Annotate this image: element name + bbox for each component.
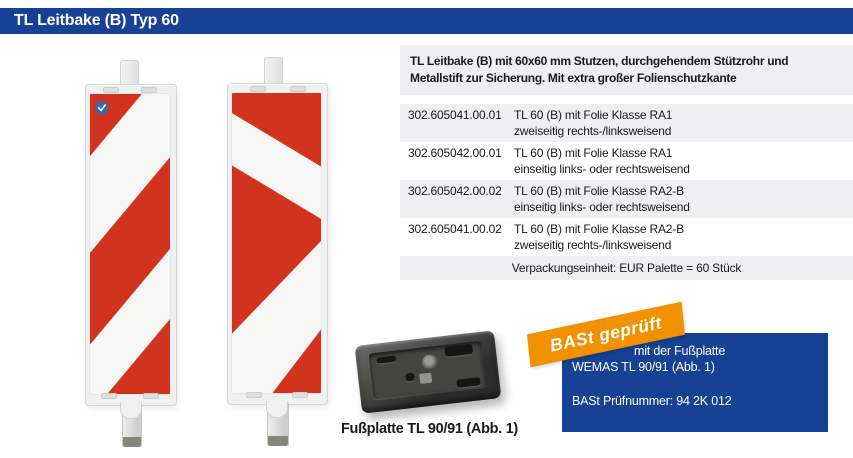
footplate-slot <box>376 356 397 364</box>
certification-badge-icon <box>95 101 108 115</box>
article-number: 302.605042.00.01 <box>408 146 502 160</box>
beacon-foil-right-pointing <box>232 93 321 393</box>
footplate-center-hole <box>421 354 439 371</box>
bast-line-1: mit der Fußplatte <box>634 344 726 358</box>
page-title: TL Leitbake (B) Typ 60 <box>14 12 179 29</box>
bast-line-2: WEMAS TL 90/91 (Abb. 1) <box>572 360 715 374</box>
page-title-bar <box>0 8 853 34</box>
frame-slot <box>250 86 266 92</box>
beacon-post-tip <box>123 437 141 447</box>
bast-ribbon-label: BASt geprüft <box>548 312 664 356</box>
product-description: TL Leitbake (B) mit 60x60 mm Stutzen, durchgehendem Stützrohr und Metallstift zur Sicherung. Mit extra großer Folienschutzkante <box>400 45 853 95</box>
article-variant: einseitig links- oder rechtsweisend <box>514 199 690 214</box>
frame-slot <box>246 392 262 398</box>
footplate-square-hole <box>405 373 415 382</box>
beacon-top-stub <box>120 60 139 87</box>
article-name: TL 60 (B) mit Folie Klasse RA2-B <box>514 222 684 236</box>
beacon-post-tip <box>268 436 288 446</box>
footplate-top-surface <box>369 341 486 399</box>
bast-approval-number: BASt Prüfnummer: 94 2K 012 <box>572 394 732 408</box>
product-row <box>400 218 853 256</box>
article-number: 302.605042.00.02 <box>408 184 502 198</box>
product-row <box>400 104 853 142</box>
product-row <box>400 180 853 218</box>
article-number: 302.605041.00.02 <box>408 222 502 236</box>
beacon-top-stub <box>264 57 283 85</box>
footplate-photo <box>355 330 502 413</box>
article-number: 302.605041.00.01 <box>408 108 502 122</box>
product-row <box>400 142 853 180</box>
footplate-slot <box>456 377 481 388</box>
frame-slot <box>143 393 159 399</box>
footplate-caption: Fußplatte TL 90/91 (Abb. 1) <box>341 421 518 437</box>
footplate-reflection <box>419 373 432 384</box>
product-table <box>400 104 853 280</box>
article-name: TL 60 (B) mit Folie Klasse RA1 <box>514 146 673 160</box>
beacon-foil-left-pointing <box>90 94 170 394</box>
frame-slot <box>292 392 308 398</box>
article-name: TL 60 (B) mit Folie Klasse RA1 <box>514 108 673 122</box>
article-variant: zweiseitig rechts-/linksweisend <box>514 237 672 252</box>
frame-slot <box>290 86 306 92</box>
frame-slot <box>101 393 117 399</box>
article-variant: zweiseitig rechts-/linksweisend <box>514 123 672 138</box>
frame-slot <box>103 87 119 93</box>
frame-slot <box>141 87 157 93</box>
product-info-panel <box>400 45 853 280</box>
article-variant: einseitig links- oder rechtsweisend <box>514 161 690 176</box>
footplate-slot <box>444 344 473 357</box>
article-name: TL 60 (B) mit Folie Klasse RA2-B <box>514 184 684 198</box>
packaging-unit-note: Verpackungseinheit: EUR Palette = 60 Stück <box>400 256 853 280</box>
